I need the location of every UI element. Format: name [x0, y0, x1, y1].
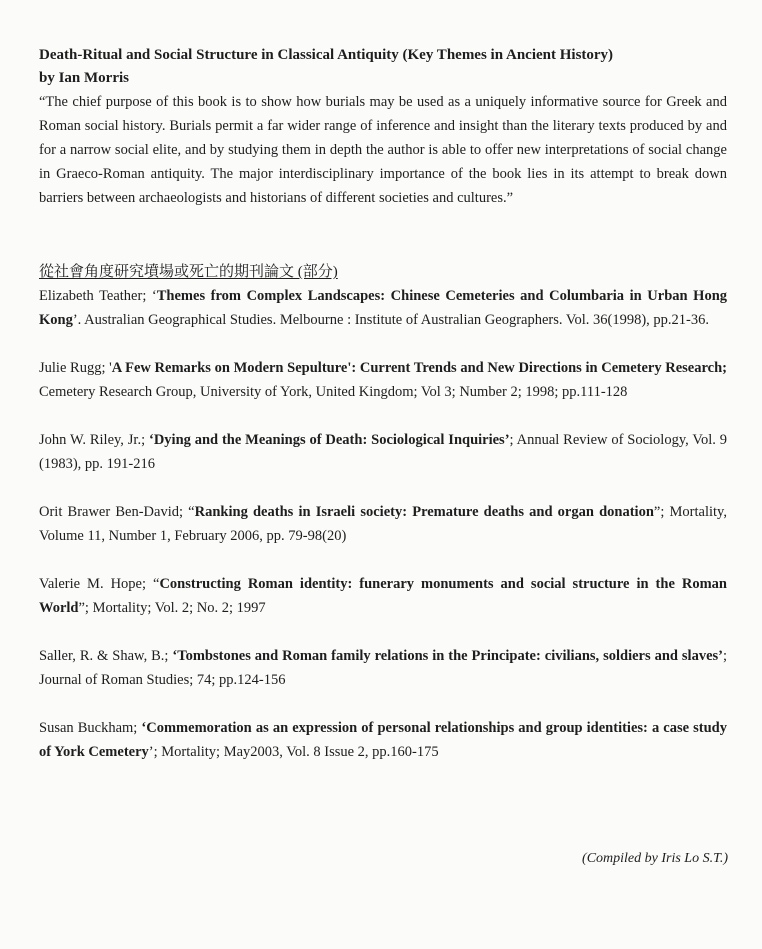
reference-source: ’. Australian Geographical Studies. Melbourne : Institute of Australian Geographers. Vol. 36(1998), pp.21-36.: [72, 312, 709, 328]
reference-source: ”; Mortality, Volume 11, Number 1, February 2006, pp. 79-98(20): [39, 504, 727, 544]
reference-item: [39, 644, 727, 692]
book-quote: “The chief purpose of this book is to show how burials may be used as a uniquely informative source for Greek and Roman social history. Burials permit a far wider range of inference and insight than the literary texts produced by and for a narrow social elite, and by studying them in depth the author is able to offer new interpretations of social change in Graeco-Roman antiquity. The major interdisciplinary importance of the book lies in its attempt to break down barriers between archaeologists and historians of different societies and cultures.”: [39, 94, 727, 206]
reference-item: [39, 284, 727, 332]
reference-source: ’; Mortality; May2003, Vol. 8 Issue 2, pp.160-175: [148, 744, 439, 760]
reference-author: Orit Brawer Ben-David; “: [39, 504, 195, 520]
reference-author: Elizabeth Teather; ‘: [39, 288, 157, 304]
reference-source: ”; Mortality; Vol. 2; No. 2; 1997: [78, 600, 266, 616]
reference-author: Susan Buckham;: [39, 720, 142, 736]
book-author: by Ian Morris: [39, 70, 129, 86]
reference-item: [39, 356, 727, 404]
reference-title: ‘Dying and the Meanings of Death: Sociological Inquiries’: [148, 432, 510, 448]
book-title: Death-Ritual and Social Structure in Classical Antiquity (Key Themes in Ancient History): [39, 47, 614, 63]
reference-title: ‘Tombstones and Roman family relations in the Principate: civilians, soldiers and slaves’: [172, 648, 723, 664]
reference-title: Ranking deaths in Israeli society: Premature deaths and organ donation: [194, 504, 654, 520]
reference-source: ; Annual Review of Sociology, Vol. 9 (1983), pp. 191-216: [39, 432, 727, 472]
reference-title: Constructing Roman identity: funerary monuments and social structure in the Roman World: [39, 576, 727, 616]
reference-title: Themes from Complex Landscapes: Chinese Cemeteries and Columbaria in Urban Hong Kong: [39, 288, 728, 328]
reference-item: [39, 428, 727, 476]
compiler-credit: (Compiled by Iris Lo S.T.): [582, 851, 728, 866]
reference-source: Cemetery Research Group, University of York, United Kingdom; Vol 3; Number 2; 1998; pp.111-128: [39, 384, 628, 400]
reference-item: [39, 500, 727, 548]
reference-author: John W. Riley, Jr.;: [39, 432, 149, 448]
section-heading: 從社會角度研究墳場或死亡的期刊論文 (部分): [39, 264, 338, 280]
reference-title: A Few Remarks on Modern Sepulture': Current Trends and New Directions in Cemetery Research;: [111, 360, 727, 376]
document-page: [39, 44, 727, 764]
reference-author: Saller, R. & Shaw, B.;: [39, 648, 173, 664]
reference-item: [39, 572, 727, 620]
reference-title: ‘Commemoration as an expression of personal relationships and group identities: a case study of York Cemetery: [39, 720, 727, 760]
reference-source: ; Journal of Roman Studies; 74; pp.124-156: [39, 648, 728, 688]
reference-author: Valerie M. Hope; “: [39, 576, 160, 592]
reference-author: Julie Rugg; ': [39, 360, 112, 376]
reference-item: [39, 716, 727, 764]
